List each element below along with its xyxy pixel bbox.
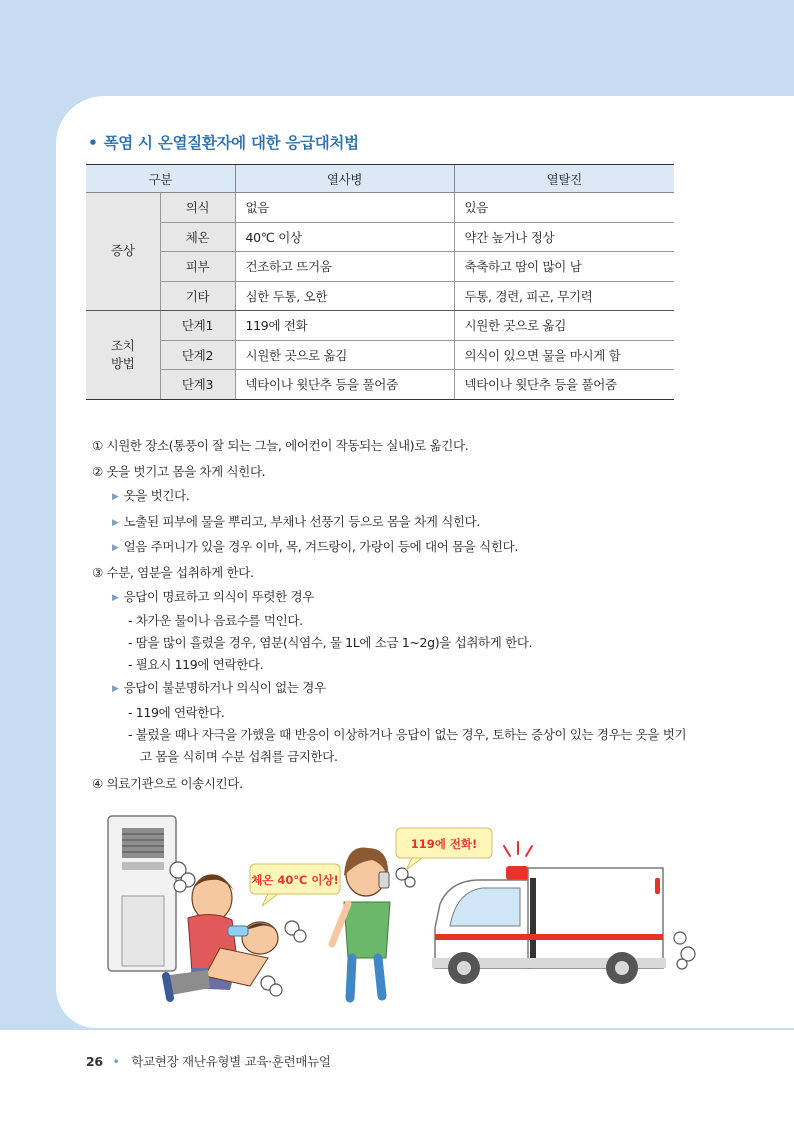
table-cell: 심한 두통, 오한: [235, 281, 454, 311]
header-heat-exhaustion: 열탈진: [454, 165, 674, 193]
triangle-bullet-icon: ▶: [112, 492, 119, 502]
cool-air-icon: [170, 862, 195, 892]
group-label-actions: [86, 311, 160, 400]
call-speech-bubble: [396, 828, 492, 870]
header-heatstroke: 열사병: [235, 165, 454, 193]
list-item: ▶ 응답이 명료하고 의식이 뚜렷한 경우: [112, 588, 314, 604]
table-cell: 축축하고 땀이 많이 남: [454, 252, 674, 282]
step-3: ③ 수분, 염분을 섭취하게 한다.: [92, 564, 254, 580]
list-item: - 불렀을 때나 자극을 가했을 때 반응이 이상하거나 응답이 없는 경우, 토하는 증상이 있는 경우는 옷을 벗기고 몸을 식히며 수분 섭취를 금지한다.: [128, 726, 687, 764]
row-label: 피부: [160, 252, 235, 282]
list-item: - 땀을 많이 흘렸을 경우, 염분(식염수, 물 1L에 소금 1~2g)을 섭취하게 한다.: [128, 635, 533, 650]
row-label: 기타: [160, 281, 235, 311]
footer-separator: •: [112, 1054, 120, 1069]
table-row: [86, 222, 674, 252]
table-cell: 없음: [235, 193, 454, 223]
list-item: ▶ 노출된 피부에 물을 뿌리고, 부채나 선풍기 등으로 몸을 차게 식힌다.: [112, 513, 481, 529]
unconscious-actions: [128, 702, 692, 768]
header-category: 구분: [86, 165, 235, 193]
triangle-bullet-icon: ▶: [112, 592, 119, 603]
table-cell: 40℃ 이상: [235, 222, 454, 252]
table-cell: 건조하고 뜨거움: [235, 252, 454, 282]
table-cell: 의식이 있으면 물을 마시게 함: [454, 340, 674, 370]
table-cell: 두통, 경련, 피곤, 무기력: [454, 281, 674, 311]
temperature-speech-bubble: [250, 864, 340, 906]
page-number: 26: [86, 1054, 103, 1069]
step-3-list: [112, 585, 692, 611]
group-label-symptoms: 증상: [86, 193, 160, 311]
row-label: 체온: [160, 222, 235, 252]
group-label-line: 방법: [110, 355, 135, 371]
step-2: ② 옷을 벗기고 몸을 차게 식힌다.: [92, 464, 266, 479]
list-item: ▶ 응답이 불분명하거나 의식이 없는 경우: [112, 680, 326, 695]
triangle-bullet-icon: ▶: [112, 684, 119, 694]
step-3-list-2: [112, 676, 692, 702]
triangle-bullet-icon: ▶: [112, 543, 119, 553]
step-2-list: [112, 484, 692, 561]
table-row: [86, 193, 674, 223]
first-aid-illustration: [100, 808, 700, 1013]
list-item: - 119에 연락한다.: [128, 704, 225, 720]
table-cell: 넥타이나 윗단추 등을 풀어줌: [235, 370, 454, 400]
table-cell: 시원한 곳으로 옮김: [454, 311, 674, 341]
row-label: 단계1: [160, 311, 235, 341]
manual-title: 학교현장 재난유형별 교육·훈련매뉴얼: [131, 1054, 331, 1069]
puff-icon: [674, 932, 695, 969]
table-row: [86, 281, 674, 311]
first-aid-steps: [92, 434, 692, 796]
list-item: ▶ 얼음 주머니가 있을 경우 이마, 목, 겨드랑이, 가랑이 등에 대어 몸을 식힌다.: [112, 539, 518, 554]
puff-icon: [396, 868, 415, 887]
table-row: [86, 311, 674, 341]
table-row: [86, 370, 674, 400]
ambulance-icon: [432, 842, 666, 984]
section-title: • 폭염 시 온열질환자에 대한 응급대처법: [88, 134, 359, 152]
row-label: 의식: [160, 193, 235, 223]
row-label: 단계2: [160, 340, 235, 370]
table-cell: 약간 높거나 정상: [454, 222, 674, 252]
table-cell: 넥타이나 윗단추 등을 풀어줌: [454, 370, 674, 400]
table-row: [86, 340, 674, 370]
conscious-actions: [128, 610, 692, 676]
bubble-call-text: 119에 전화!: [410, 837, 478, 851]
table-header-row: [86, 165, 674, 193]
first-aid-table: [86, 164, 674, 400]
row-label: 단계3: [160, 370, 235, 400]
bubble-temp-text: 체온 40℃ 이상!: [251, 873, 339, 887]
step-1: ① 시원한 장소(통풍이 잘 되는 그늘, 에어컨이 작동되는 실내)로 옮긴다.: [92, 438, 469, 453]
list-item: ▶ 옷을 벗긴다.: [112, 488, 190, 503]
table-cell: 시원한 곳으로 옮김: [235, 340, 454, 370]
table-cell: 있음: [454, 193, 674, 223]
triangle-bullet-icon: ▶: [112, 517, 119, 528]
group-label-line: 조치: [110, 337, 135, 353]
table-cell: 119에 전화: [235, 311, 454, 341]
list-item: - 차가운 물이나 음료수를 먹인다.: [128, 613, 303, 628]
list-item: - 필요시 119에 연락한다.: [128, 657, 264, 672]
step-4: ④ 의료기관으로 이송시킨다.: [92, 775, 243, 791]
caller-person-icon: [332, 848, 390, 998]
table-row: [86, 252, 674, 282]
air-conditioner-icon: [108, 816, 176, 971]
page-footer: [86, 1052, 331, 1070]
